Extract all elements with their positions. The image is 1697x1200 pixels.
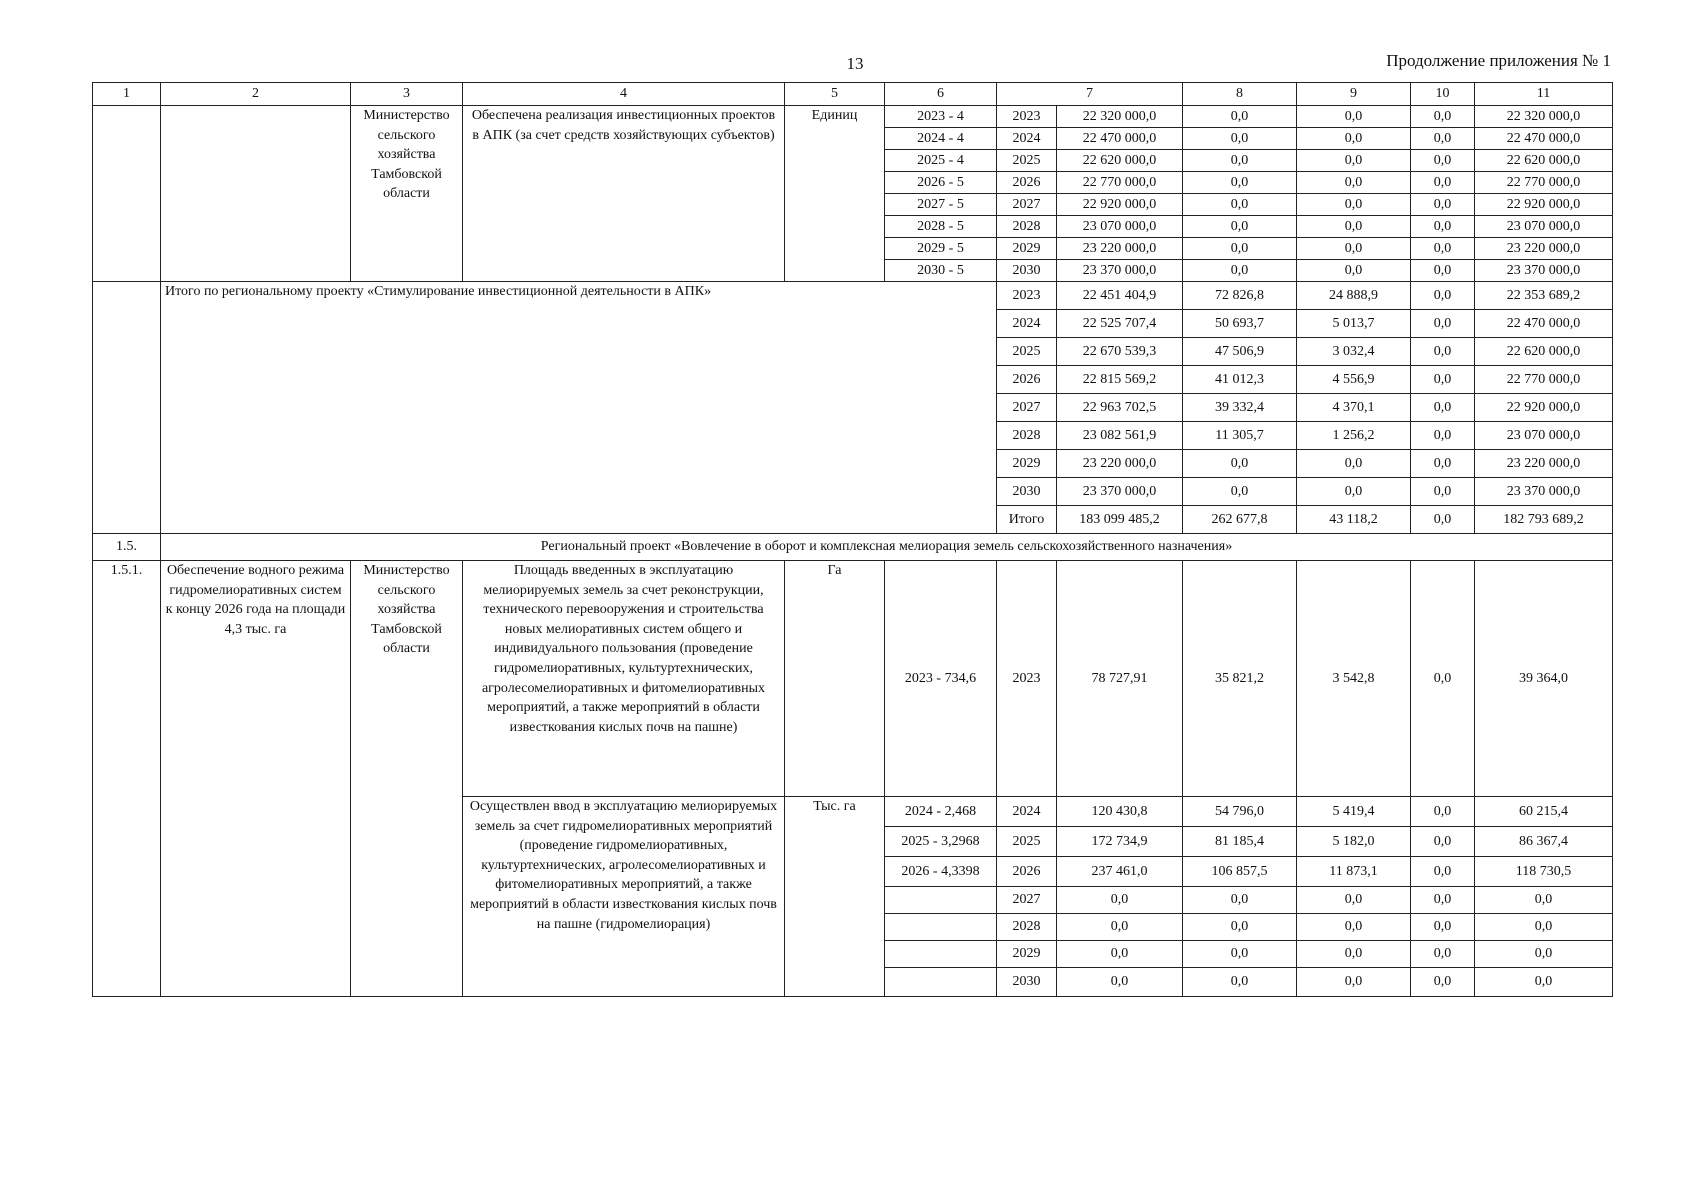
value-cell: 0,0 (1183, 968, 1297, 997)
value-cell: 0,0 (1411, 887, 1475, 914)
value-cell: 0,0 (1297, 968, 1411, 997)
value-cell: 0,0 (1411, 968, 1475, 997)
year-cell: 2025 (997, 827, 1057, 857)
target-cell: 2023 - 734,6 (885, 561, 997, 797)
value-cell: 0,0 (1411, 260, 1475, 282)
header-cell: 10 (1411, 83, 1475, 106)
value-cell: 0,0 (1183, 128, 1297, 150)
value-cell: 4 370,1 (1297, 394, 1411, 422)
target-cell: 2024 - 4 (885, 128, 997, 150)
unit-cell: Га (785, 561, 885, 797)
value-cell: 0,0 (1411, 561, 1475, 797)
value-cell: 0,0 (1411, 914, 1475, 941)
header-row (93, 83, 1613, 106)
value-cell: 0,0 (1297, 150, 1411, 172)
value-cell: 35 821,2 (1183, 561, 1297, 797)
year-cell: 2027 (997, 194, 1057, 216)
responsible-ministry: Министерство сельского хозяйства Тамбовской области (351, 561, 463, 997)
value-cell: 23 070 000,0 (1475, 422, 1613, 450)
value-cell: 22 470 000,0 (1475, 310, 1613, 338)
value-cell: 0,0 (1057, 968, 1183, 997)
value-cell: 237 461,0 (1057, 857, 1183, 887)
value-cell: 0,0 (1297, 450, 1411, 478)
appendix-caption: Продолжение приложения № 1 (1386, 51, 1611, 70)
value-cell: 0,0 (1297, 914, 1411, 941)
value-cell: 5 419,4 (1297, 797, 1411, 827)
value-cell: 0,0 (1411, 450, 1475, 478)
value-cell: 39 364,0 (1475, 561, 1613, 797)
value-cell: 22 353 689,2 (1475, 282, 1613, 310)
target-cell (885, 968, 997, 997)
value-cell: 0,0 (1183, 238, 1297, 260)
value-cell: 23 070 000,0 (1057, 216, 1183, 238)
value-cell: 0,0 (1297, 128, 1411, 150)
target-cell: 2025 - 3,2968 (885, 827, 997, 857)
header-cell: 11 (1475, 83, 1613, 106)
value-cell: 5 182,0 (1297, 827, 1411, 857)
indicator-description: Площадь введенных в эксплуатацию мелиорируемых земель за счет реконструкции, технического перевооружения и строительства новых мелиоративных систем общего и индивидуального пользования (проведение гидромелиоративных, культуртехнических, агролесомелиоративных и фитомелиоративных мероприятий, а также мероприятий в области известкования кислых почв на пашне) (463, 561, 785, 797)
header-cell: 7 (997, 83, 1183, 106)
section-row (93, 534, 1613, 561)
value-cell: 22 525 707,4 (1057, 310, 1183, 338)
year-cell: 2028 (997, 216, 1057, 238)
value-cell: 0,0 (1297, 238, 1411, 260)
value-cell: 23 370 000,0 (1475, 478, 1613, 506)
value-cell: 0,0 (1475, 968, 1613, 997)
year-cell: 2026 (997, 857, 1057, 887)
value-cell: 23 220 000,0 (1057, 450, 1183, 478)
value-cell: 0,0 (1411, 106, 1475, 128)
year-cell: 2028 (997, 422, 1057, 450)
value-cell: 5 013,7 (1297, 310, 1411, 338)
value-cell: 3 032,4 (1297, 338, 1411, 366)
value-cell: 0,0 (1411, 338, 1475, 366)
responsible-ministry: Министерство сельского хозяйства Тамбовской области (351, 106, 463, 282)
year-cell: 2026 (997, 172, 1057, 194)
value-cell: 22 620 000,0 (1475, 338, 1613, 366)
value-cell: 0,0 (1411, 506, 1475, 534)
value-cell: 0,0 (1411, 941, 1475, 968)
target-cell: 2026 - 4,3398 (885, 857, 997, 887)
value-cell: 0,0 (1411, 827, 1475, 857)
value-cell: 0,0 (1411, 238, 1475, 260)
value-cell: 3 542,8 (1297, 561, 1411, 797)
value-cell: 0,0 (1411, 150, 1475, 172)
value-cell: 22 963 702,5 (1057, 394, 1183, 422)
value-cell: 0,0 (1297, 194, 1411, 216)
value-cell: 11 305,7 (1183, 422, 1297, 450)
value-cell: 11 873,1 (1297, 857, 1411, 887)
value-cell: 0,0 (1411, 422, 1475, 450)
value-cell: 23 070 000,0 (1475, 216, 1613, 238)
value-cell: 0,0 (1297, 216, 1411, 238)
value-cell: 23 082 561,9 (1057, 422, 1183, 450)
target-cell: 2030 - 5 (885, 260, 997, 282)
value-cell: 78 727,91 (1057, 561, 1183, 797)
header-cell: 8 (1183, 83, 1297, 106)
value-cell: 22 320 000,0 (1475, 106, 1613, 128)
value-cell: 0,0 (1411, 857, 1475, 887)
item-name: Обеспечение водного режима гидромелиоративных систем к концу 2026 года на площади 4,3 тыс. га (161, 561, 351, 997)
target-cell: 2026 - 5 (885, 172, 997, 194)
value-cell: 0,0 (1411, 797, 1475, 827)
value-cell: 0,0 (1475, 941, 1613, 968)
value-cell: 262 677,8 (1183, 506, 1297, 534)
value-cell: 182 793 689,2 (1475, 506, 1613, 534)
value-cell: 23 370 000,0 (1057, 478, 1183, 506)
year-cell: 2030 (997, 968, 1057, 997)
value-cell: 22 470 000,0 (1475, 128, 1613, 150)
target-cell: 2028 - 5 (885, 216, 997, 238)
value-cell: 0,0 (1411, 128, 1475, 150)
value-cell: 54 796,0 (1183, 797, 1297, 827)
value-cell: 0,0 (1183, 450, 1297, 478)
header-cell: 6 (885, 83, 997, 106)
section-number: 1.5. (93, 534, 161, 561)
header-cell: 9 (1297, 83, 1411, 106)
value-cell: 0,0 (1183, 150, 1297, 172)
indicator-description: Осуществлен ввод в эксплуатацию мелиорируемых земель за счет гидромелиоративных мероприятий (проведение гидромелиоративных, культуртехнических, агролесомелиоративных и фитомелиоративных мероприятий, а также мероприятий в области известкования кислых почв на пашне (гидромелиорация) (463, 797, 785, 997)
value-cell: 0,0 (1057, 941, 1183, 968)
year-cell: 2023 (997, 106, 1057, 128)
target-cell: 2024 - 2,468 (885, 797, 997, 827)
header-cell: 4 (463, 83, 785, 106)
value-cell: 0,0 (1297, 260, 1411, 282)
value-cell: 0,0 (1297, 172, 1411, 194)
year-cell: 2029 (997, 941, 1057, 968)
value-cell: 22 451 404,9 (1057, 282, 1183, 310)
year-cell: 2030 (997, 260, 1057, 282)
year-cell: 2027 (997, 887, 1057, 914)
value-cell: 23 370 000,0 (1057, 260, 1183, 282)
year-cell: 2023 (997, 561, 1057, 797)
value-cell: 0,0 (1411, 172, 1475, 194)
value-cell: 0,0 (1057, 914, 1183, 941)
value-cell: 172 734,9 (1057, 827, 1183, 857)
year-cell: 2024 (997, 128, 1057, 150)
value-cell: 118 730,5 (1475, 857, 1613, 887)
value-cell: 0,0 (1183, 941, 1297, 968)
value-cell: 22 815 569,2 (1057, 366, 1183, 394)
value-cell: 0,0 (1183, 172, 1297, 194)
value-cell: 106 857,5 (1183, 857, 1297, 887)
header-cell: 3 (351, 83, 463, 106)
value-cell: 41 012,3 (1183, 366, 1297, 394)
value-cell: 0,0 (1411, 394, 1475, 422)
target-cell: 2029 - 5 (885, 238, 997, 260)
table-row (93, 561, 1613, 797)
value-cell: 22 770 000,0 (1475, 172, 1613, 194)
year-cell: 2025 (997, 150, 1057, 172)
value-cell: 0,0 (1183, 260, 1297, 282)
budget-table (92, 82, 1613, 997)
value-cell: 0,0 (1297, 941, 1411, 968)
year-cell: 2024 (997, 797, 1057, 827)
value-cell: 0,0 (1183, 478, 1297, 506)
section-title: Региональный проект «Вовлечение в оборот и комплексная мелиорация земель сельскохозяйственного назначения» (161, 534, 1613, 561)
target-cell: 2023 - 4 (885, 106, 997, 128)
year-cell: 2029 (997, 238, 1057, 260)
header-cell: 5 (785, 83, 885, 106)
year-cell: 2025 (997, 338, 1057, 366)
value-cell: 72 826,8 (1183, 282, 1297, 310)
value-cell: 0,0 (1057, 887, 1183, 914)
value-cell: 22 920 000,0 (1057, 194, 1183, 216)
year-cell: 2026 (997, 366, 1057, 394)
value-cell: 183 099 485,2 (1057, 506, 1183, 534)
value-cell: 0,0 (1183, 914, 1297, 941)
value-cell: 120 430,8 (1057, 797, 1183, 827)
value-cell: 0,0 (1183, 216, 1297, 238)
value-cell: 22 320 000,0 (1057, 106, 1183, 128)
header-cell: 2 (161, 83, 351, 106)
value-cell: 22 470 000,0 (1057, 128, 1183, 150)
value-cell: 0,0 (1297, 478, 1411, 506)
value-cell: 22 920 000,0 (1475, 194, 1613, 216)
page-number: 13 (846, 54, 864, 73)
indicator-description: Обеспечена реализация инвестиционных проектов в АПК (за счет средств хозяйствующих субъектов) (463, 106, 785, 282)
year-cell: Итого (997, 506, 1057, 534)
item-number: 1.5.1. (93, 561, 161, 997)
target-cell: 2027 - 5 (885, 194, 997, 216)
value-cell: 22 770 000,0 (1057, 172, 1183, 194)
year-cell: 2024 (997, 310, 1057, 338)
header-cell: 1 (93, 83, 161, 106)
value-cell: 22 670 539,3 (1057, 338, 1183, 366)
target-cell (885, 914, 997, 941)
value-cell: 22 770 000,0 (1475, 366, 1613, 394)
year-cell: 2027 (997, 394, 1057, 422)
total-label: Итого по региональному проекту «Стимулирование инвестиционной деятельности в АПК» (161, 282, 997, 534)
value-cell: 60 215,4 (1475, 797, 1613, 827)
value-cell: 0,0 (1411, 478, 1475, 506)
target-cell (885, 887, 997, 914)
target-cell (885, 941, 997, 968)
value-cell: 81 185,4 (1183, 827, 1297, 857)
value-cell: 0,0 (1411, 366, 1475, 394)
value-cell: 0,0 (1411, 282, 1475, 310)
value-cell: 22 920 000,0 (1475, 394, 1613, 422)
value-cell: 23 220 000,0 (1475, 450, 1613, 478)
value-cell: 39 332,4 (1183, 394, 1297, 422)
value-cell: 0,0 (1475, 914, 1613, 941)
value-cell: 47 506,9 (1183, 338, 1297, 366)
value-cell: 0,0 (1183, 106, 1297, 128)
value-cell: 0,0 (1183, 887, 1297, 914)
target-cell: 2025 - 4 (885, 150, 997, 172)
value-cell: 22 620 000,0 (1057, 150, 1183, 172)
value-cell: 0,0 (1411, 194, 1475, 216)
value-cell: 22 620 000,0 (1475, 150, 1613, 172)
value-cell: 23 220 000,0 (1057, 238, 1183, 260)
value-cell: 23 220 000,0 (1475, 238, 1613, 260)
value-cell: 86 367,4 (1475, 827, 1613, 857)
table-row (93, 106, 1613, 128)
value-cell: 1 256,2 (1297, 422, 1411, 450)
empty-cell (93, 106, 161, 282)
empty-cell (161, 106, 351, 282)
value-cell: 4 556,9 (1297, 366, 1411, 394)
year-cell: 2028 (997, 914, 1057, 941)
year-cell: 2030 (997, 478, 1057, 506)
unit-cell: Тыс. га (785, 797, 885, 997)
value-cell: 23 370 000,0 (1475, 260, 1613, 282)
value-cell: 0,0 (1297, 106, 1411, 128)
year-cell: 2023 (997, 282, 1057, 310)
value-cell: 0,0 (1411, 216, 1475, 238)
year-cell: 2029 (997, 450, 1057, 478)
empty-cell (93, 282, 161, 534)
value-cell: 0,0 (1297, 887, 1411, 914)
value-cell: 0,0 (1183, 194, 1297, 216)
value-cell: 43 118,2 (1297, 506, 1411, 534)
value-cell: 50 693,7 (1183, 310, 1297, 338)
unit-cell: Единиц (785, 106, 885, 282)
total-row (93, 282, 1613, 310)
value-cell: 0,0 (1411, 310, 1475, 338)
value-cell: 0,0 (1475, 887, 1613, 914)
value-cell: 24 888,9 (1297, 282, 1411, 310)
